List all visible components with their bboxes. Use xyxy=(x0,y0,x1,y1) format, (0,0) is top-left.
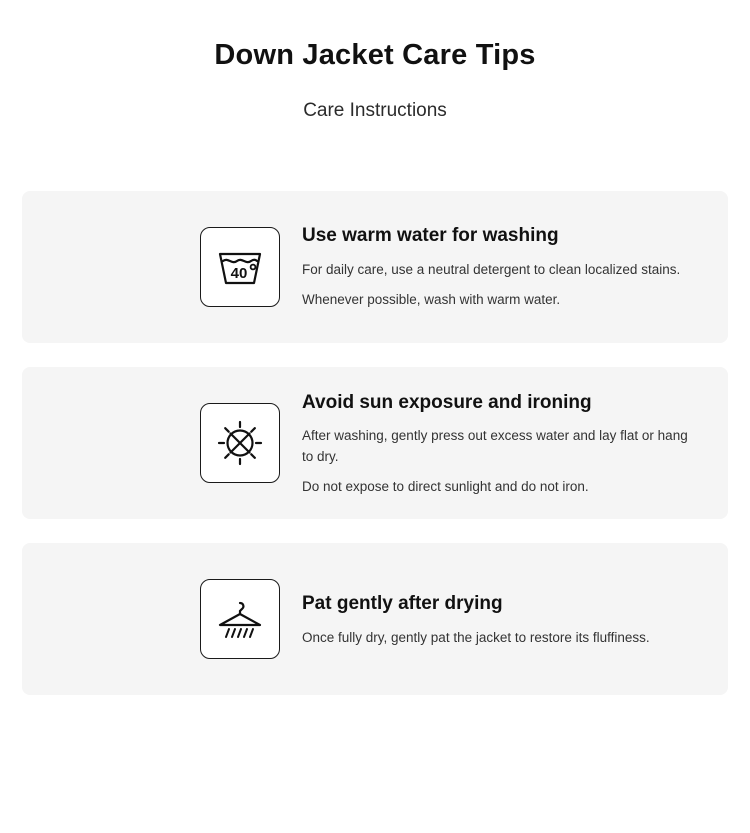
wash-40-degrees-icon xyxy=(200,227,280,307)
page-title: Down Jacket Care Tips xyxy=(214,39,536,71)
page-subtitle: Care Instructions xyxy=(303,99,447,121)
care-tip-title: Use warm water for washing xyxy=(302,225,559,247)
care-tips-list xyxy=(0,191,750,696)
svg-text:40: 40 xyxy=(230,264,248,282)
care-tip-line: For daily care, use a neutral detergent to clean localized stains. xyxy=(302,262,681,278)
care-tip-line: Whenever possible, wash with warm water. xyxy=(302,292,561,308)
care-tip-title: Avoid sun exposure and ironing xyxy=(302,391,592,413)
care-tip-card xyxy=(22,191,728,343)
page-header xyxy=(0,0,750,123)
care-tip-body xyxy=(302,590,702,648)
care-tip-line: After washing, gently press out excess water and lay flat or hang to dry. xyxy=(302,428,688,464)
no-sun-exposure-icon xyxy=(200,403,280,483)
care-tip-line: Do not expose to direct sunlight and do not iron. xyxy=(302,478,589,494)
care-tip-line: Once fully dry, gently pat the jacket to restore its fluffiness. xyxy=(302,629,650,645)
hanger-dry-icon xyxy=(200,579,280,659)
care-tip-card xyxy=(22,367,728,520)
care-tip-title: Pat gently after drying xyxy=(302,593,503,615)
care-tip-card xyxy=(22,543,728,695)
care-tip-body xyxy=(302,222,702,310)
care-tip-body xyxy=(302,389,702,498)
